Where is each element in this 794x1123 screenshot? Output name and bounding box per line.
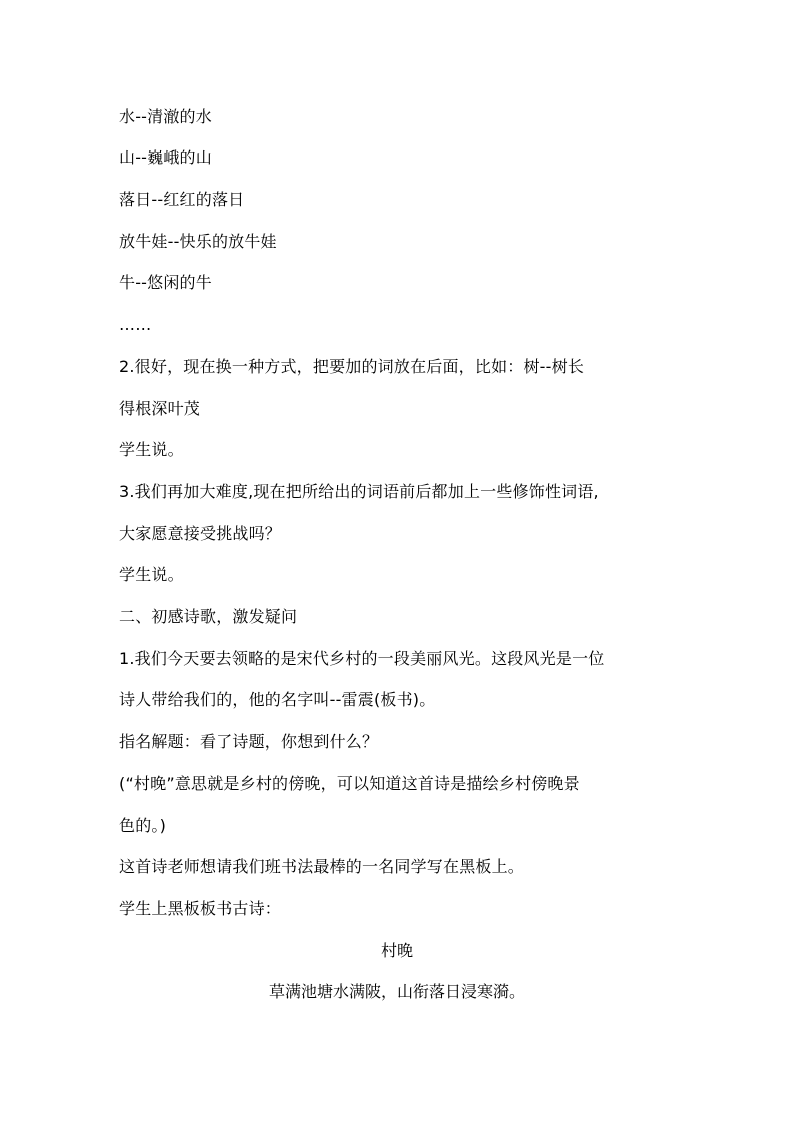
- poem-line: 草满池塘水满陂，山衔落日浸寒漪。: [268, 982, 525, 1001]
- poem-title: 村晚: [380, 941, 413, 960]
- text-line: 水--清澈的水: [119, 107, 212, 126]
- text-line: 落日--红红的落日: [119, 190, 245, 209]
- text-line: 这首诗老师想请我们班书法最棒的一名同学写在黑板上。: [119, 857, 525, 876]
- ellipsis-line: ……: [119, 315, 152, 334]
- text-line: 放牛娃--快乐的放牛娃: [119, 232, 277, 251]
- text-line: 山--巍峨的山: [119, 148, 212, 167]
- section-heading: 二、初感诗歌，激发疑问: [119, 607, 298, 626]
- text-line: 得根深叶茂: [119, 399, 201, 418]
- text-line: 3.我们再加大难度,现在把所给出的词语前后都加上一些修饰性词语,: [119, 482, 599, 501]
- text-line: 色的。): [119, 816, 167, 835]
- text-line: 1.我们今天要去领略的是宋代乡村的一段美丽风光。这段风光是一位: [119, 649, 605, 668]
- text-line: 牛--悠闲的牛: [119, 273, 212, 292]
- text-line: 大家愿意接受挑战吗？: [119, 524, 282, 543]
- text-line: 诗人带给我们的，他的名字叫--雷震(板书)。: [119, 690, 436, 709]
- text-line: 学生上黑板板书古诗：: [119, 899, 282, 918]
- text-line: 学生说。: [119, 440, 184, 459]
- text-line: 指名解题：看了诗题，你想到什么？: [119, 732, 379, 751]
- text-line: 2.很好，现在换一种方式，把要加的词放在后面，比如：树--树长: [119, 357, 585, 376]
- text-line: 学生说。: [119, 565, 184, 584]
- text-line: (“村晚”意思就是乡村的傍晚，可以知道这首诗是描绘乡村傍晚景: [119, 774, 580, 793]
